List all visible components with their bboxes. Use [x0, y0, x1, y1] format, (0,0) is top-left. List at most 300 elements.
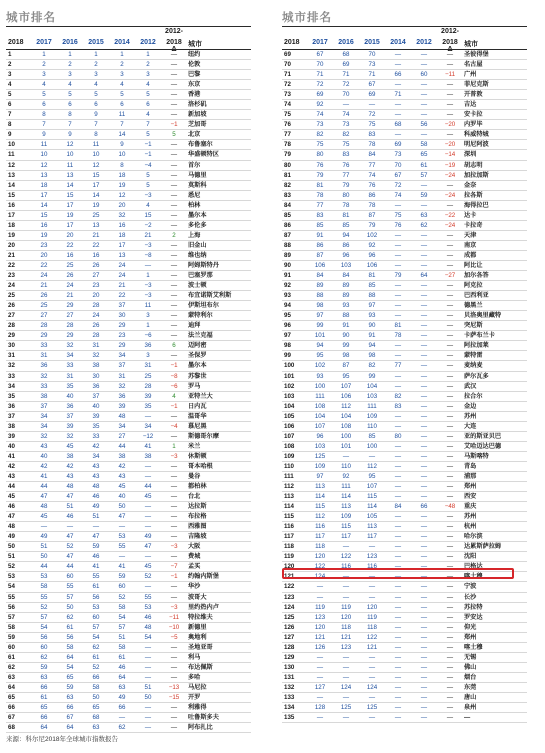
rank-2016: —: [342, 583, 350, 591]
city-name: 波哥大: [188, 593, 207, 601]
rank-2012: —: [420, 694, 428, 701]
rank-2017: 123: [314, 613, 326, 621]
city-name: 利雅得: [188, 704, 207, 712]
rank-2012: —: [420, 452, 428, 460]
city-name: 加尔各答: [464, 272, 489, 280]
rank-2018: 63: [8, 673, 15, 681]
rank-2017: 36: [40, 362, 48, 370]
table-row: [6, 100, 251, 110]
table-row: [282, 643, 527, 653]
rank-2017: 37: [40, 402, 48, 410]
rank-2016: 75: [342, 141, 350, 149]
rank-2017: 38: [40, 392, 48, 400]
rank-2012: —: [420, 372, 428, 380]
delta-2012-2018: —: [170, 261, 178, 269]
rank-2017: —: [316, 653, 324, 661]
table-body: [6, 50, 251, 733]
rank-2017: 17: [40, 191, 48, 199]
table-row: [6, 643, 251, 653]
rank-2018: 9: [8, 131, 12, 139]
header-2014: 2014: [114, 39, 130, 46]
rank-2017: 66: [40, 714, 48, 722]
rank-2012: 6: [146, 101, 150, 109]
rank-2018: 124: [284, 603, 295, 611]
table-row: [6, 472, 251, 482]
table-row: [6, 331, 251, 341]
rank-2014: —: [394, 533, 402, 541]
rank-2012: 51: [144, 683, 152, 691]
rank-2014: 61: [118, 653, 126, 661]
table-row: [6, 351, 251, 361]
delta-2012-2018: —: [446, 342, 454, 350]
rank-2015: 2: [94, 61, 98, 69]
rank-2012: 5: [146, 91, 150, 99]
rank-2014: 81: [394, 322, 402, 330]
table-row: [282, 663, 527, 673]
table-row: [282, 713, 527, 723]
rank-2012: −1: [144, 141, 152, 149]
rank-2014: 16: [118, 221, 126, 229]
rank-2012: 65: [420, 151, 428, 159]
rank-2014: 18: [118, 171, 126, 179]
rank-2015: 102: [366, 231, 378, 239]
rank-2016: 20: [66, 231, 74, 239]
rank-2014: —: [394, 292, 402, 300]
rank-2017: 44: [40, 563, 48, 571]
delta-2012-2018: —: [170, 141, 178, 149]
rank-2014: 48: [118, 412, 126, 420]
rank-2017: 33: [40, 382, 48, 390]
rank-2017: 11: [40, 141, 48, 149]
delta-2012-2018: —: [446, 694, 454, 701]
rank-2018: 4: [8, 81, 12, 89]
rank-2015: 40: [92, 402, 100, 410]
rank-2012: —: [144, 462, 152, 470]
rank-2014: 49: [118, 694, 126, 701]
rank-2018: 10: [8, 141, 15, 149]
delta-2012-2018: −48: [444, 503, 456, 511]
rank-2015: 94: [368, 342, 376, 350]
rank-2018: 106: [284, 422, 295, 430]
delta-2012-2018: —: [170, 201, 178, 209]
rank-2014: —: [394, 663, 402, 671]
header-2016: 2016: [338, 39, 354, 46]
city-name: 纽约: [188, 51, 201, 58]
rank-2012: —: [420, 251, 428, 259]
city-name: 苏拉特: [464, 603, 483, 611]
rank-2012: 2: [146, 61, 150, 69]
city-name: 新德里: [188, 623, 207, 631]
rank-2012: 3: [146, 71, 150, 79]
rank-2018: 95: [284, 312, 291, 320]
rank-2015: 106: [366, 261, 378, 269]
city-name: 马德里: [188, 171, 207, 179]
table-row: [282, 311, 527, 321]
city-name: 麦纳麦: [464, 362, 483, 370]
city-name: 费城: [188, 553, 201, 561]
rank-2014: 58: [118, 603, 126, 611]
rank-2014: 10: [118, 151, 126, 159]
rank-2018: 91: [284, 272, 291, 280]
rank-2018: 60: [8, 643, 15, 651]
rank-2015: —: [368, 593, 376, 601]
city-name: 武汉: [464, 382, 477, 390]
rank-2017: 79: [316, 171, 324, 179]
rank-2014: 50: [118, 503, 126, 511]
table-row: [282, 512, 527, 522]
city-name: 浦那: [464, 472, 477, 480]
rank-2018: 119: [284, 553, 294, 561]
table-row: [282, 432, 527, 442]
rank-2012: —: [420, 61, 428, 69]
header-2014: 2014: [390, 39, 406, 46]
city-name: 沈阳: [464, 553, 477, 561]
rank-2016: 84: [342, 272, 350, 280]
delta-2012-2018: —: [170, 91, 178, 99]
delta-2012-2018: —: [446, 643, 454, 651]
rank-2018: 102: [284, 382, 295, 390]
rank-2018: 47: [8, 513, 15, 521]
rank-2015: 7: [94, 121, 98, 129]
rank-2016: 52: [66, 543, 74, 551]
rank-2015: 87: [368, 211, 376, 219]
table-row: [6, 321, 251, 331]
rank-2015: 51: [92, 513, 100, 521]
rank-2014: —: [394, 593, 402, 601]
delta-2012-2018: −24: [444, 191, 456, 199]
delta-2012-2018: —: [170, 412, 178, 420]
rank-2014: —: [394, 643, 402, 651]
table-row: [282, 50, 527, 60]
rank-2015: 10: [92, 151, 100, 159]
rank-2012: —: [420, 583, 428, 591]
rank-2017: 93: [316, 372, 324, 380]
rank-2017: 121: [314, 633, 326, 641]
rank-2018: 121: [284, 573, 295, 581]
table-row: [6, 482, 251, 492]
table-row: [6, 653, 251, 663]
rank-2016: 59: [66, 683, 74, 691]
table-row: [6, 261, 251, 271]
rank-2014: 12: [118, 191, 126, 199]
column-header: [6, 26, 251, 53]
rank-2015: 20: [92, 292, 100, 300]
delta-2012-2018: —: [170, 61, 178, 69]
city-name: 柏林: [188, 201, 201, 209]
rank-2016: 89: [342, 292, 350, 300]
rank-2014: —: [394, 563, 402, 571]
rank-2018: 73: [284, 91, 291, 99]
delta-2012-2018: —: [446, 412, 454, 420]
rank-2017: 116: [315, 523, 325, 531]
rank-2017: 124: [314, 573, 326, 581]
rank-2016: 69: [342, 61, 350, 69]
delta-2012-2018: —: [170, 211, 178, 219]
rank-2015: 46: [92, 553, 100, 561]
rank-2016: 27: [66, 312, 74, 320]
header-2015: 2015: [364, 39, 380, 46]
delta-2012-2018: —: [170, 583, 178, 591]
rank-2018: 12: [8, 161, 15, 169]
table-row: [6, 512, 251, 522]
rank-2017: 42: [40, 462, 48, 470]
delta-2012-2018: —: [170, 251, 178, 259]
rank-2015: —: [368, 101, 376, 109]
rank-2014: 84: [394, 503, 402, 511]
rank-2015: 36: [92, 382, 100, 390]
rank-2015: 97: [368, 302, 376, 310]
city-name: 迪拜: [188, 322, 201, 330]
city-name: 布鲁塞尔: [188, 141, 213, 149]
rank-2018: 22: [8, 261, 15, 269]
table-row: [282, 291, 527, 301]
rank-2015: 114: [367, 503, 377, 511]
city-name: 萨尔瓦多: [464, 372, 489, 380]
rank-2016: 110: [341, 462, 351, 470]
rank-2014: 73: [394, 151, 402, 159]
rank-2012: 55: [144, 593, 152, 601]
delta-2012-2018: −22: [444, 211, 456, 219]
rank-2016: 99: [342, 342, 350, 350]
rank-2016: —: [342, 543, 350, 551]
rank-2016: 9: [68, 131, 72, 139]
table-row: [6, 663, 251, 673]
rank-2012: 5: [146, 131, 150, 139]
rank-2016: 46: [66, 513, 74, 521]
rank-2017: 57: [40, 613, 48, 621]
rank-2017: 7: [42, 121, 46, 129]
city-name: 芝加哥: [188, 121, 207, 129]
city-name: 西雅图: [188, 523, 207, 531]
rank-2018: 120: [284, 563, 295, 571]
table-row: [282, 181, 527, 191]
rank-2017: 125: [314, 452, 326, 460]
rank-2015: 84: [368, 151, 376, 159]
rank-2012: 34: [144, 422, 152, 430]
rank-2016: 37: [66, 412, 74, 420]
rank-2014: —: [394, 312, 402, 320]
delta-2012-2018: —: [446, 603, 454, 611]
header-2015: 2015: [88, 39, 104, 46]
rank-2017: 4: [42, 81, 46, 89]
rank-2016: 114: [341, 493, 351, 501]
delta-2012-2018: —: [170, 161, 178, 169]
rank-2018: 84: [284, 201, 291, 209]
rank-2017: 73: [316, 121, 324, 129]
delta-2012-2018: —: [446, 372, 454, 380]
table-row: [282, 442, 527, 452]
rank-2017: 51: [40, 543, 48, 551]
rank-2012: 44: [144, 483, 152, 491]
rank-2015: 118: [367, 623, 377, 631]
city-name: 加拉加斯: [464, 171, 489, 179]
rank-2018: 41: [8, 452, 15, 460]
city-name: 圣保罗: [188, 352, 207, 360]
rank-2014: —: [394, 483, 402, 491]
rank-2015: 4: [94, 81, 98, 89]
city-name: 青岛: [464, 462, 477, 470]
rank-2012: —: [420, 523, 428, 531]
rank-2015: —: [368, 663, 376, 671]
rank-2018: 17: [8, 211, 15, 219]
delta-2012-2018: −19: [444, 161, 456, 169]
delta-2012-2018: —: [170, 663, 178, 671]
rank-2017: 109: [314, 462, 326, 470]
rank-2016: 31: [66, 372, 74, 380]
delta-2012-2018: —: [170, 302, 178, 310]
rank-2017: —: [316, 694, 324, 701]
rank-2012: 1: [146, 272, 150, 280]
city-name: —: [464, 714, 471, 722]
source-note: 来源：科尔尼2018年全球城市指数报告: [6, 736, 118, 743]
rank-2012: —: [420, 493, 428, 501]
table-row: [282, 372, 527, 382]
rank-2016: 85: [342, 221, 350, 229]
city-name: 蒙特雷: [464, 352, 483, 360]
delta-2012-2018: −24: [444, 171, 456, 179]
rank-2012: −3: [144, 292, 152, 300]
rank-2017: 117: [315, 533, 325, 541]
rank-2016: 106: [340, 392, 352, 400]
rank-2016: 87: [342, 362, 350, 370]
delta-2012-2018: —: [446, 513, 454, 521]
rank-2012: —: [420, 302, 428, 310]
table-row: [6, 90, 251, 100]
rank-2012: —: [420, 282, 428, 290]
delta-2012-2018: —: [170, 171, 178, 179]
rank-2014: 74: [394, 191, 402, 199]
city-name: 斯德哥尔摩: [188, 432, 219, 440]
rank-2017: 2: [42, 61, 46, 69]
rank-2014: —: [394, 673, 402, 681]
rank-2012: —: [144, 663, 152, 671]
rank-2017: 41: [40, 472, 48, 480]
rank-2016: 76: [342, 161, 350, 169]
city-name: 卡拉奇: [464, 221, 483, 229]
rank-2014: 62: [118, 724, 126, 732]
rank-2012: —: [420, 553, 428, 561]
rank-2015: 121: [366, 643, 378, 651]
rank-2015: 117: [367, 533, 377, 541]
rank-2016: 83: [342, 151, 350, 159]
rank-2012: —: [420, 613, 428, 621]
rank-2016: 17: [66, 221, 74, 229]
city-name: 郑州: [464, 483, 477, 491]
city-name: 大阪: [188, 543, 201, 551]
city-name: 多伦多: [188, 221, 207, 229]
delta-2012-2018: −27: [444, 272, 456, 280]
rank-2012: —: [420, 673, 428, 681]
header-city: 城市: [188, 41, 202, 48]
rank-2017: 97: [316, 472, 324, 480]
rank-2015: 104: [366, 382, 378, 390]
rank-2014: —: [394, 442, 402, 450]
rank-2017: 61: [40, 694, 48, 701]
rank-2015: 92: [368, 241, 376, 249]
rank-2017: 67: [316, 51, 324, 58]
city-name: 休斯顿: [188, 452, 207, 460]
column-header: [282, 26, 527, 53]
rank-2018: 76: [284, 121, 291, 129]
city-name: 马斯喀特: [464, 452, 489, 460]
table-row: [282, 542, 527, 552]
rank-2016: 108: [340, 422, 352, 430]
rank-2016: 42: [66, 462, 74, 470]
rank-2015: 55: [92, 573, 100, 581]
rank-2014: 60: [118, 583, 126, 591]
rank-2012: —: [420, 201, 428, 209]
rank-2015: 32: [92, 352, 100, 360]
rank-2015: 42: [92, 442, 100, 450]
rank-2018: 72: [284, 81, 291, 89]
city-name: 重庆: [464, 503, 477, 511]
rank-2012: 38: [144, 452, 152, 460]
rank-2018: 116: [284, 523, 294, 531]
rank-2018: 25: [8, 292, 15, 300]
delta-2012-2018: —: [446, 523, 454, 531]
rank-2017: 63: [40, 673, 48, 681]
rank-2012: —: [420, 633, 428, 641]
rank-2018: 82: [284, 181, 291, 189]
table-row: [6, 80, 251, 90]
city-name: 都柏林: [188, 483, 207, 491]
rank-2014: 51: [118, 633, 126, 641]
rank-2015: 22: [92, 241, 100, 249]
rank-2015: —: [92, 523, 100, 531]
rank-2012: 54: [144, 633, 152, 641]
city-name: 米兰: [188, 442, 201, 450]
rank-2017: 48: [40, 503, 48, 511]
table-row: [282, 271, 527, 281]
delta-2012-2018: —: [170, 352, 178, 360]
table-row: [6, 231, 251, 241]
rank-2014: 83: [394, 402, 402, 410]
city-name: 巴黎: [188, 71, 201, 79]
city-name: 日内瓦: [188, 402, 207, 410]
rank-2012: —: [420, 392, 428, 400]
city-name: 马尼拉: [188, 683, 207, 691]
rank-2012: —: [144, 714, 152, 722]
table-row: [282, 582, 527, 592]
rank-2014: 31: [118, 372, 126, 380]
rank-2012: 5: [146, 181, 150, 189]
rank-2018: 97: [284, 332, 291, 340]
city-name: 布拉格: [188, 513, 207, 521]
rank-2012: —: [420, 714, 428, 722]
table-row: [282, 683, 527, 693]
city-name: 温哥华: [188, 412, 207, 420]
rank-2015: 115: [367, 493, 377, 501]
table-row: [6, 150, 251, 160]
delta-2012-2018: —: [446, 392, 454, 400]
rank-2015: 74: [368, 171, 376, 179]
rank-2018: 81: [284, 171, 291, 179]
table-row: [6, 271, 251, 281]
rank-2016: 60: [66, 573, 74, 581]
city-name: 亚特兰大: [188, 392, 213, 400]
rank-2017: 9: [42, 131, 46, 139]
rank-2016: 113: [341, 503, 351, 511]
rank-2014: —: [394, 603, 402, 611]
rank-2018: 110: [284, 462, 294, 470]
rank-2012: −3: [144, 191, 152, 199]
rank-2016: 4: [68, 81, 72, 89]
city-name: 喀土穆: [464, 643, 483, 651]
rank-2018: 15: [8, 191, 15, 199]
table-row: [282, 161, 527, 171]
rank-2014: —: [394, 372, 402, 380]
rank-2017: 40: [40, 452, 48, 460]
